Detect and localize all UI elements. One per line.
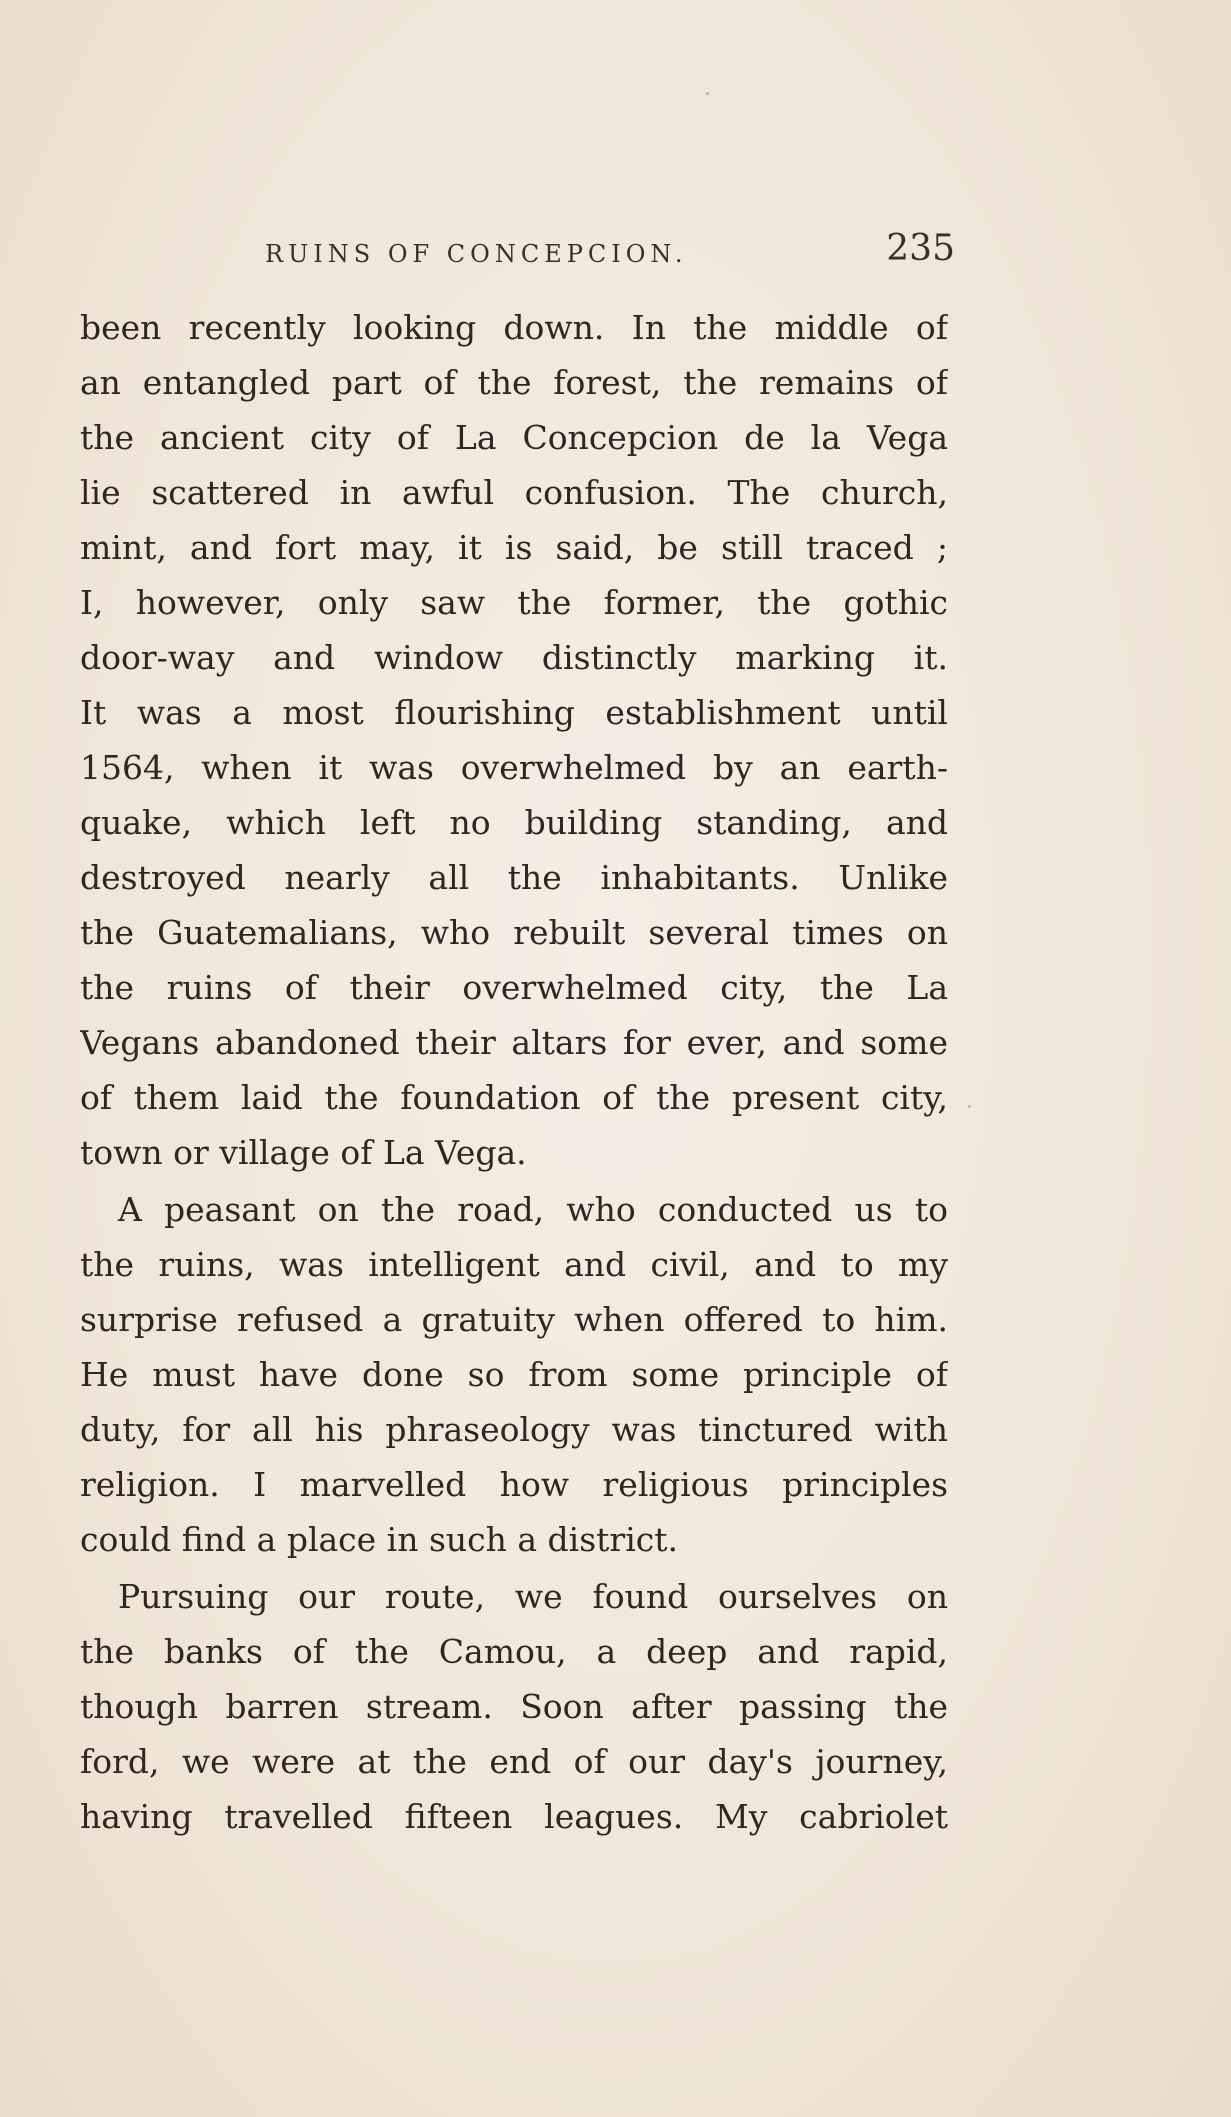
text-line: an entangled part of the forest, the remains of bbox=[80, 363, 948, 402]
text-line: been recently looking down. In the middle of bbox=[80, 308, 948, 347]
text-line: the ruins, was intelligent and civil, and to my bbox=[80, 1245, 948, 1284]
text-line: quake, which left no building standing, and bbox=[80, 803, 948, 842]
text-line: the ancient city of La Concepcion de la Vega bbox=[80, 418, 948, 457]
text-line: 1564, when it was overwhelmed by an earth- bbox=[80, 748, 948, 787]
text-line: duty, for all his phraseology was tinctured with bbox=[80, 1410, 948, 1449]
text-line: I, however, only saw the former, the gothic bbox=[80, 583, 948, 622]
text-line: Pursuing our route, we found ourselves on bbox=[118, 1577, 948, 1616]
text-line: the Guatemalians, who rebuilt several times on bbox=[80, 913, 948, 952]
text-line: of them laid the foundation of the present city, bbox=[80, 1078, 948, 1117]
text-line: religion. I marvelled how religious principles bbox=[80, 1465, 948, 1504]
page-number: 235 bbox=[886, 228, 955, 269]
text-line: the banks of the Camou, a deep and rapid, bbox=[80, 1632, 948, 1671]
text-line: could find a place in such a district. bbox=[80, 1520, 678, 1559]
body-text bbox=[80, 300, 948, 1844]
paragraph-2 bbox=[80, 1182, 948, 1567]
paragraph-1 bbox=[80, 300, 948, 1180]
text-line: having travelled fifteen leagues. My cabriolet bbox=[80, 1797, 948, 1836]
page-header bbox=[265, 228, 955, 278]
running-head: RUINS OF CONCEPCION. bbox=[265, 240, 688, 268]
text-line: mint, and fort may, it is said, be still traced ; bbox=[80, 528, 948, 567]
text-line: He must have done so from some principle of bbox=[80, 1355, 948, 1394]
text-line: lie scattered in awful confusion. The church, bbox=[80, 473, 948, 512]
text-line: surprise refused a gratuity when offered to him. bbox=[80, 1300, 948, 1339]
text-line: though barren stream. Soon after passing the bbox=[80, 1687, 948, 1726]
paper-speck bbox=[968, 1105, 971, 1108]
paragraph-3 bbox=[80, 1569, 948, 1844]
text-line: It was a most flourishing establishment until bbox=[80, 693, 948, 732]
paper-speck bbox=[706, 92, 709, 95]
text-line: town or village of La Vega. bbox=[80, 1133, 527, 1172]
text-line: ford, we were at the end of our day's journey, bbox=[80, 1742, 948, 1781]
text-line: A peasant on the road, who conducted us to bbox=[118, 1190, 948, 1229]
text-line: destroyed nearly all the inhabitants. Unlike bbox=[80, 858, 948, 897]
text-line: the ruins of their overwhelmed city, the La bbox=[80, 968, 948, 1007]
text-line: Vegans abandoned their altars for ever, and some bbox=[80, 1023, 948, 1062]
text-line: door-way and window distinctly marking it. bbox=[80, 638, 948, 677]
